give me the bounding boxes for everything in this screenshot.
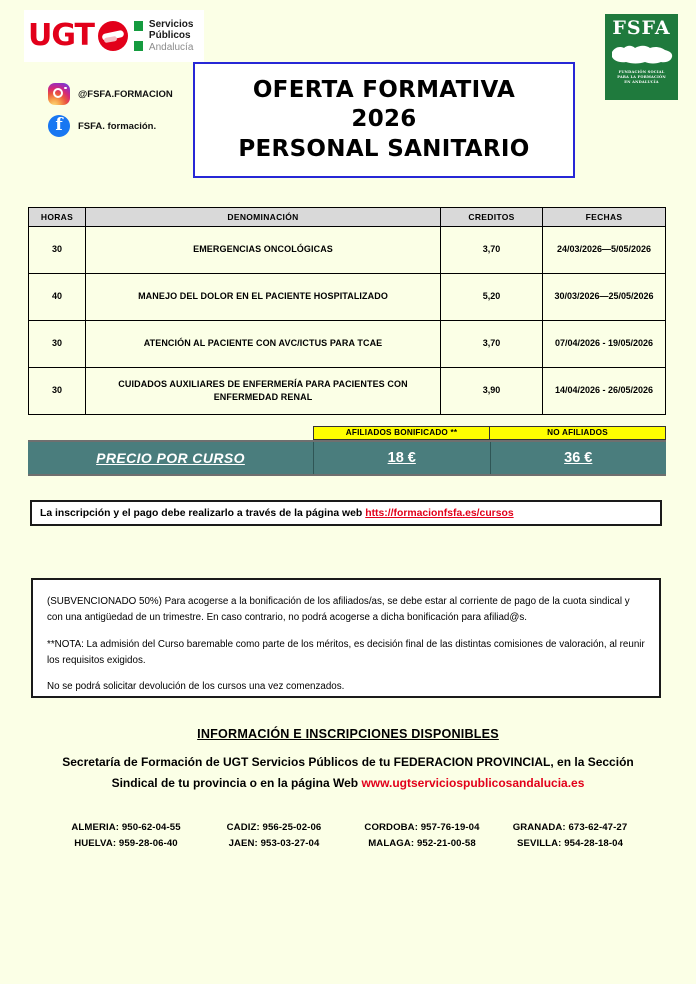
courses-table-container <box>28 207 666 415</box>
fsfa-wordmark: FSFA <box>612 17 671 39</box>
social-link-instagram[interactable] <box>48 80 173 108</box>
registration-url-link[interactable]: htts://formacionfsfa.es/cursos <box>365 507 514 519</box>
table-header-row <box>29 208 666 227</box>
table-row <box>29 227 666 274</box>
cell-name: ATENCIÓN AL PACIENTE CON AVC/ICTUS PARA TCAE <box>86 321 441 368</box>
cell-credits: 3,70 <box>441 321 543 368</box>
price-values-row <box>28 440 666 476</box>
facebook-icon <box>48 115 70 137</box>
cell-name: MANEJO DEL DOLOR EN EL PACIENTE HOSPITALIZADO <box>86 274 441 321</box>
fsfa-caption-line3: EN ANDALUCÍA <box>624 79 659 84</box>
phone-cordoba: CORDOBA: 957-76-19-04 <box>364 822 480 833</box>
phone-huelva: HUELVA: 959-28-06-40 <box>74 837 178 849</box>
ugt-logo <box>24 10 204 62</box>
phone-row-2 <box>0 836 696 852</box>
fsfa-logo <box>605 14 678 100</box>
info-section <box>0 727 696 792</box>
page-title <box>193 62 575 178</box>
column-header-creditos: CREDITOS <box>441 208 543 227</box>
phone-almeria: ALMERIA: 950-62-04-55 <box>71 822 181 833</box>
price-row-label <box>28 442 313 474</box>
price-label-text: PRECIO POR CURSO <box>96 450 245 466</box>
cell-credits: 3,70 <box>441 227 543 274</box>
cell-dates: 07/04/2026 - 19/05/2026 <box>543 321 666 368</box>
price-header-row <box>28 426 666 440</box>
registration-text: La inscripción y el pago debe realizarlo a través de la página web <box>40 507 363 519</box>
cell-hours: 30 <box>29 368 86 415</box>
note-subsidy: (SUBVENCIONADO 50%) Para acogerse a la bonificación de los afiliados/as, se debe estar al corriente de pago de la cuota sindical y con una antigüedad de un trimestre. En caso contrario, no podrá acogerse a dicha bonificación para afiliad@s. <box>47 596 630 623</box>
table-row <box>29 321 666 368</box>
andalusia-flag-bars-icon <box>134 20 143 52</box>
info-line1: Secretaría de Formación de UGT Servicios Públicos de tu FEDERACION PROVINCIAL, en la Sección <box>62 755 634 769</box>
info-title: INFORMACIÓN E INSCRIPCIONES DISPONIBLES <box>197 727 499 741</box>
price-header-non-affiliates: NO AFILIADOS <box>490 426 666 440</box>
notes-box <box>31 578 661 698</box>
column-header-denominacion: DENOMINACIÓN <box>86 208 441 227</box>
cell-credits: 5,20 <box>441 274 543 321</box>
social-links <box>48 80 173 144</box>
note-refund: No se podrá solicitar devolución de los cursos una vez comenzados. <box>47 681 345 693</box>
ugt-wordmark: UGT <box>28 18 94 53</box>
andalusia-map-icon <box>609 39 675 69</box>
ugt-logo-text <box>149 19 193 53</box>
info-line2-prefix: Sindical de tu provincia o en la página Web <box>111 775 359 790</box>
page-title-line2: 2026 <box>351 106 417 133</box>
cell-dates: 30/03/2026—25/05/2026 <box>543 274 666 321</box>
page-title-line1: OFERTA FORMATIVA <box>252 76 516 103</box>
price-header-spacer <box>28 426 313 440</box>
ugt-logo-line1: Servicios <box>148 19 194 31</box>
fsfa-caption-line1: FUNDACIÓN SOCIAL <box>618 70 665 74</box>
cell-name: CUIDADOS AUXILIARES DE ENFERMERÍA PARA PACIENTES CON ENFERMEDAD RENAL <box>86 368 441 415</box>
cell-hours: 40 <box>29 274 86 321</box>
price-affiliates-value: 18 € <box>387 450 416 466</box>
price-cell-affiliates <box>313 442 490 474</box>
cell-hours: 30 <box>29 227 86 274</box>
cell-credits: 3,90 <box>441 368 543 415</box>
price-header-affiliates: AFILIADOS BONIFICADO ** <box>313 426 490 440</box>
price-block <box>28 426 666 476</box>
phone-jaen: JAEN: 953-03-27-04 <box>228 837 320 849</box>
phone-malaga: MALAGA: 952-21-00-58 <box>368 837 476 849</box>
phone-cadiz: CADIZ: 956-25-02-06 <box>226 822 322 833</box>
column-header-fechas: FECHAS <box>543 208 666 227</box>
fsfa-caption-line2: PARA LA FORMACIÓN <box>617 74 666 79</box>
cell-name: EMERGENCIAS ONCOLÓGICAS <box>86 227 441 274</box>
column-header-horas: HORAS <box>29 208 86 227</box>
note-admission: **NOTA: La admisión del Curso baremable como parte de los méritos, es decisión final de las distintas comisiones de valoración, al reunir los requisitos exigidos. <box>47 638 645 666</box>
phone-sevilla: SEVILLA: 954-28-18-04 <box>516 837 624 849</box>
instagram-handle: @FSFA.FORMACION <box>78 88 173 100</box>
phone-granada: GRANADA: 673-62-47-27 <box>512 822 628 833</box>
phone-row-1 <box>0 820 696 836</box>
facebook-handle: FSFA. formación. <box>78 120 157 132</box>
fsfa-caption <box>605 70 678 85</box>
cell-dates: 14/04/2026 - 26/05/2026 <box>543 368 666 415</box>
table-row <box>29 368 666 415</box>
page-title-line3: PERSONAL SANITARIO <box>238 135 530 162</box>
courses-table <box>28 207 666 415</box>
price-non-affiliates-value: 36 € <box>564 450 593 466</box>
info-line2 <box>0 774 696 793</box>
social-link-facebook[interactable] <box>48 112 173 140</box>
instagram-icon <box>48 83 70 105</box>
cell-hours: 30 <box>29 321 86 368</box>
table-row <box>29 274 666 321</box>
info-website-url[interactable]: www.ugtserviciospublicosandalucia.es <box>361 775 585 790</box>
phone-list <box>0 820 696 852</box>
ugt-logo-line2: Públicos <box>148 30 191 42</box>
price-cell-non-affiliates <box>490 442 667 474</box>
handshake-icon <box>98 21 128 51</box>
cell-dates: 24/03/2026—5/05/2026 <box>543 227 666 274</box>
page-header <box>0 0 696 190</box>
ugt-logo-line3: Andalucía <box>148 41 194 53</box>
registration-web-box <box>30 500 662 526</box>
